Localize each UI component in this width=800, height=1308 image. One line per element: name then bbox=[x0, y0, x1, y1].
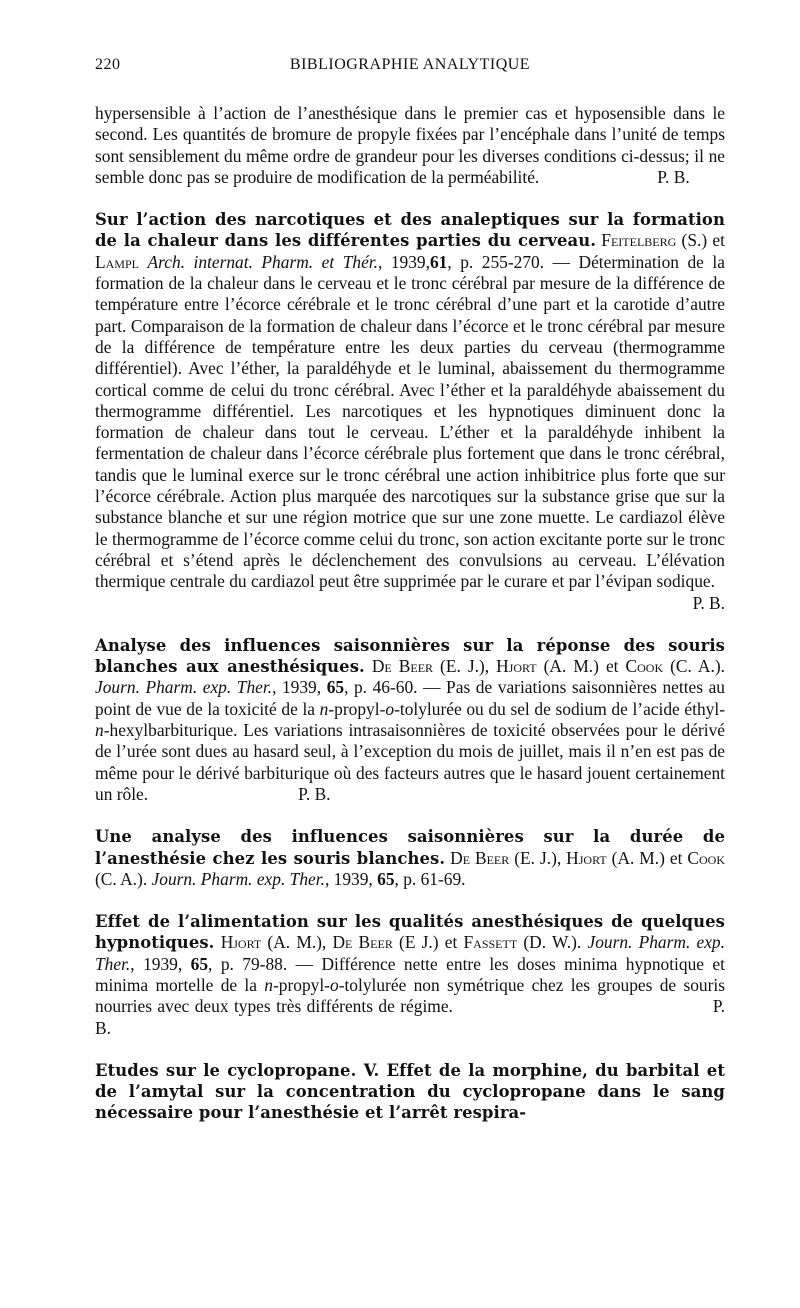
continuation-entry bbox=[95, 103, 725, 188]
entry-text: Une analyse des influences saisonnières sur la durée de l’anesthésie chez les souris blanches. De Beer (E. J.), Hjort (A. M.) et Cook (C. A.). Journ. Pharm. exp. Ther., 1939, 65, p. 61-69. bbox=[95, 827, 725, 889]
author-name: Cook bbox=[687, 847, 725, 868]
author-name: Hjort bbox=[496, 656, 537, 677]
running-head: BIBLIOGRAPHIE ANALYTIQUE bbox=[289, 56, 531, 73]
entry-title: Une analyse des influences saisonnières sur la durée de l’anesthésie chez les souris blanches. bbox=[95, 827, 725, 868]
page-number: 220 bbox=[95, 56, 121, 73]
entry-title: Effet de l’alimentation sur les qualités anesthésiques de quelques hypnotiques. bbox=[95, 912, 725, 953]
bibliography-entry bbox=[95, 911, 725, 1039]
entry-abstract: — Détermination de la formation de la chaleur dans le cerveau et le tronc cérébral par mesure de la différence de température entre l’écorce cérébrale et le tronc cérébral d’une part et la carotide d’autre part. Comparaison de la formation de chaleur dans l’écorce et le tronc cérébral par mesure de la différence de température entre les deux parties du cerveau (thermogramme différentiel). Avec l’éther, la paraldéhyde et le luminal, abaissement du thermogramme cortical comme de celui du tronc cérébral. Avec l’éther et la paraldéhyde abaissement du thermogramme différentiel. Les narcotiques et les hypnotiques diminuent donc la formation de chaleur dans tout le cerveau. L’éther et la paraldéhyde inhibent la fermentation de chaleur dans l’écorce cérébrale plus fortement que dans le tronc cérébral, tandis que le luminal exerce sur le tronc cérébral une action inhibitrice plus forte que sur l’écorce cérébrale. Action plus marquée des narcotiques sur la substance grise que sur la substance blanche et sur une région motrice que sur une zone muette. Le cardiazol élève le thermogramme de l’écorce comme celui du tronc, son action excitante porte sur le tronc cérébral et s’étend après le déclenchement des convulsions au cerveau. L’élévation thermique centrale du cardiazol peut être supprimée par le curare et par l’évipan sodique. bbox=[95, 251, 725, 592]
entry-text bbox=[95, 1060, 725, 1124]
author-name: Feitelberg bbox=[601, 230, 677, 251]
entry-title: Analyse des influences saisonnières sur la réponse des souris blanches aux anesthésiques. bbox=[95, 635, 725, 677]
signature: P. B. bbox=[298, 783, 331, 804]
continuation-text: hypersensible à l’action de l’anesthésique dans le premier cas et hyposensible dans le second. Les quantités de bromure de propyle fixées par l’encéphale dans l’unité de temps sont sensiblement du même ordre de grandeur pour les diverses conditions ci-dessus; il ne semble donc pas se produire de modification de la perméabilité. P. B. bbox=[95, 103, 725, 187]
page bbox=[95, 56, 725, 1124]
bibliography-entry bbox=[95, 1060, 725, 1124]
entry-abstract: — Pas de variations saisonnières nettes au point de vue de la toxicité de la bbox=[95, 677, 726, 719]
author-name: Hjort bbox=[566, 847, 607, 868]
entry-text: Sur l’action des narcotiques et des analeptiques sur la formation de la chaleur dans les différentes parties du cerveau. Feitelberg (S.) et Lampl Arch. internat. Pharm. et Thér., 1939,61, p. 255-270. — Détermination de la formation de la chaleur dans le cerveau et le tronc cérébral par mesure de la différence de température entre l’écorce cérébrale et le tronc cérébral d’une part et la carotide d’autre part. Comparaison de la formation de chaleur dans l’écorce et le tronc cérébral par mesure de la différence de température entre les deux parties du cerveau (thermogramme différentiel). Avec l’éther, la paraldéhyde et le luminal, abaissement du thermogramme cortical comme de celui du tronc cérébral. Avec l’éther et la paraldéhyde abaissement du thermogramme différentiel. Les narcotiques et les hypnotiques diminuent donc la formation de chaleur dans tout le cerveau. L’éther et la paraldéhyde inhibent la fermentation de chaleur dans l’écorce cérébrale plus fortement que dans le tronc cérébral, tandis que le luminal exerce sur le tronc cérébral une action inhibitrice plus forte que sur l’écorce cérébrale. Action plus marquée des narcotiques sur la substance grise que sur la substance blanche et sur une région motrice que sur une zone muette. Le cardiazol élève le thermogramme de l’écorce comme celui du tronc, son action excitante porte sur le tronc cérébral et s’étend après le déclenchement des convulsions au cerveau. L’élévation thermique centrale du cardiazol peut être supprimée par le curare et par l’évipan sodique. bbox=[95, 210, 725, 592]
bibliography-entry bbox=[95, 209, 725, 614]
volume: 61 bbox=[429, 251, 448, 272]
bibliography-entry bbox=[95, 635, 725, 805]
volume: 65 bbox=[377, 868, 395, 889]
entry-title: Sur l’action des narcotiques et des analeptiques sur la formation de la chaleur dans les différentes parties du cerveau. bbox=[95, 210, 725, 251]
signature: P. B. bbox=[692, 592, 725, 613]
author-name: Fassett bbox=[463, 932, 518, 953]
journal-name: Journ. Pharm. exp. Ther. bbox=[95, 677, 273, 698]
signature: P. B. bbox=[95, 996, 725, 1038]
journal-name: Journ. Pharm. exp. Ther. bbox=[151, 868, 325, 889]
page-header bbox=[95, 56, 725, 82]
entry-title: Etudes sur le cyclopropane. V. Effet de la morphine, du barbital et de l’amytal sur la concentration du cyclopropane dans le sang nécessaire pour l’anesthésie et l’arrêt respira- bbox=[95, 1060, 725, 1123]
volume: 65 bbox=[190, 953, 209, 974]
author-name: Cook bbox=[625, 656, 664, 677]
author-name: Hjort bbox=[220, 932, 262, 953]
author-name: Lampl bbox=[95, 251, 139, 272]
author-name: De Beer bbox=[450, 847, 510, 868]
entry-text: Analyse des influences saisonnières sur la réponse des souris blanches aux anesthésiques. De Beer (E. J.), Hjort (A. M.) et Cook (C. A.). Journ. Pharm. exp. Ther., 1939, 65, p. 46-60. — Pas de variations saisonnières nettes au point de vue de la toxicité de la n-propyl-o-tolylurée ou du sel de sodium de l’acide éthyl-n-hexylbarbiturique. Les variations intrasaisonnières de toxicité observées pour le dérivé de l’urée sont dues au hasard seul, à l’exception du mois de juillet, mais il n’en est pas de même pour le dérivé barbiturique où des facteurs autres que le hasard jouent certainement un rôle. P. B. bbox=[95, 635, 726, 804]
journal-name: Arch. internat. Pharm. et Thér. bbox=[147, 251, 378, 272]
volume: 65 bbox=[326, 677, 345, 698]
entry-abstract: — Différence nette entre les doses minima hypnotique et minima mortelle de la bbox=[95, 953, 725, 995]
signature: P. B. bbox=[657, 166, 690, 187]
author-name: De Beer bbox=[332, 932, 393, 953]
author-name: De Beer bbox=[371, 656, 434, 677]
entry-text: Effet de l’alimentation sur les qualités anesthésiques de quelques hypnotiques. Hjort (A. M.), De Beer (E J.) et Fassett (D. W.). Journ. Pharm. exp. Ther., 1939, 65, p. 79-88. — Différence nette entre les doses minima hypnotique et minima mortelle de la n-propyl-o-tolylurée non symétrique chez les groupes de souris nourries avec deux types très différents de régime. P. B. bbox=[95, 912, 725, 1038]
bibliography-entry bbox=[95, 826, 725, 890]
journal-name: Journ. Pharm. exp. Ther. bbox=[95, 932, 725, 974]
